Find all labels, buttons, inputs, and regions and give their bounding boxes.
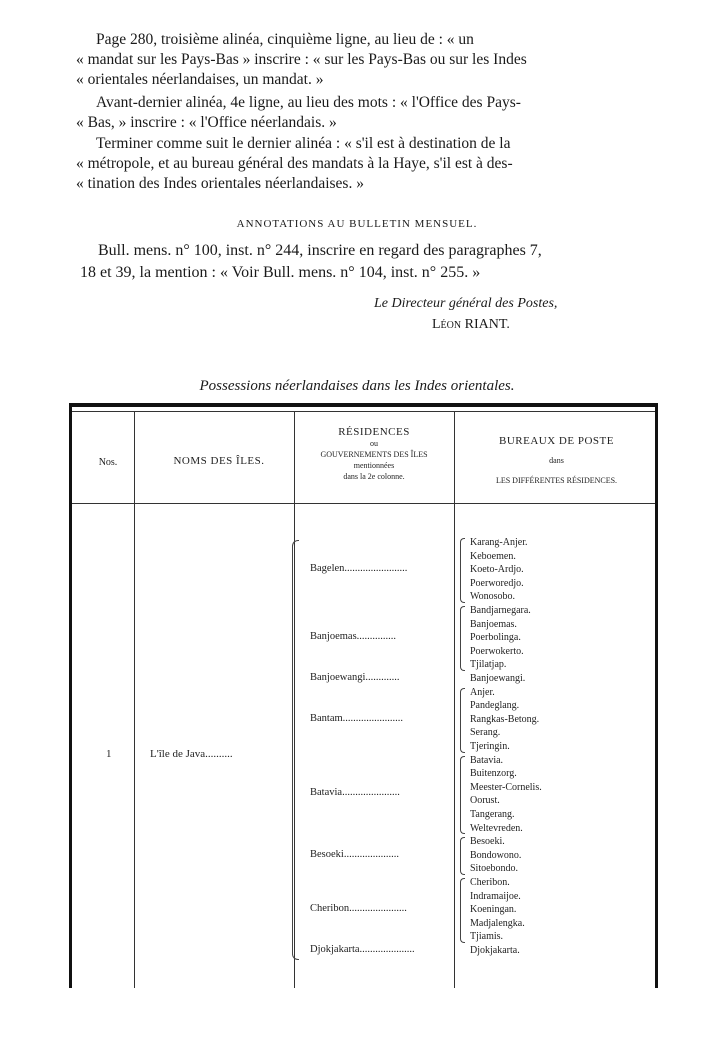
column-divider: [134, 411, 135, 988]
post-office-name: Tangerang.: [470, 809, 515, 820]
text-line: « tination des Indes orientales néerlandaises. »: [76, 175, 364, 192]
table-caption: Possessions néerlandaises dans les Indes orientales.: [199, 378, 515, 394]
office-brace: [460, 878, 465, 943]
post-office-name: Tjiamis.: [470, 931, 504, 943]
header-text: dans: [549, 456, 564, 465]
text-line: Bull. mens. n° 100, inst. n° 244, inscrire en regard des paragraphes 7,: [98, 242, 542, 259]
post-office-name: Karang-Anjer.: [470, 537, 528, 548]
possessions-table: [69, 403, 658, 988]
island-brace: [292, 540, 299, 960]
post-office-name: Poerwokerto.: [470, 645, 524, 657]
post-office-name: Batavia.: [470, 754, 504, 766]
post-office-name: Indramaijoe.: [470, 890, 521, 902]
post-office-name: Poerbolinga.: [470, 632, 521, 644]
row-number: 1: [106, 748, 112, 760]
office-brace: [460, 538, 465, 603]
header-text: dans la 2e colonne.: [343, 472, 405, 481]
post-office-name: Banjoemas.: [470, 618, 517, 630]
post-office-name: Serang.: [470, 727, 501, 739]
header-island-names: NOMS DES ÎLES.: [173, 455, 265, 467]
bulletin-annotation: [80, 240, 670, 284]
post-office-name: Wonosobo.: [470, 591, 516, 603]
erratum-paragraph-2: [76, 93, 668, 133]
header-residences: [294, 427, 454, 482]
post-office-name: Anjer.: [470, 686, 495, 698]
post-office-name: Djokjakarta.: [470, 945, 520, 956]
text-line: Page 280, troisième alinéa, cinquième ligne, au lieu de : « un: [96, 31, 474, 48]
residence-name: Cheribon......................: [310, 903, 407, 914]
text-line: « métropole, et au bureau général des mandats à la Haye, s'il est à des-: [76, 155, 513, 172]
island-name: L'île de Java..........: [150, 748, 233, 760]
column-divider: [454, 411, 455, 988]
post-office-name: Tjilatjap.: [470, 659, 507, 671]
annotations-heading: ANNOTATIONS AU BULLETIN MENSUEL.: [236, 218, 478, 230]
header-number: Nos.: [98, 457, 118, 468]
header-text: BUREAUX DE POSTE: [499, 435, 614, 447]
post-office-name: Poerworedjo.: [470, 577, 524, 589]
office-brace: [460, 606, 465, 671]
post-office-name: Besoeki.: [470, 836, 505, 848]
text-line: 18 et 39, la mention : « Voir Bull. mens. n° 104, inst. n° 255. »: [80, 264, 481, 281]
erratum-paragraph-1: [76, 30, 668, 90]
residence-name: Batavia......................: [310, 787, 400, 799]
header-text: GOUVERNEMENTS DES ÎLES: [320, 450, 428, 459]
erratum-paragraph-3: [76, 134, 668, 194]
post-office-name: Banjoewangi.: [470, 673, 526, 684]
post-office-name: Cheribon.: [470, 877, 510, 888]
text-line: « mandat sur les Pays-Bas » inscrire : « sur les Pays-Bas ou sur les Indes: [76, 51, 527, 68]
header-text: LES DIFFÉRENTES RÉSIDENCES.: [495, 476, 618, 485]
post-office-name: Meester-Cornelis.: [470, 781, 542, 793]
header-text: RÉSIDENCES: [338, 426, 410, 438]
residence-name: Banjoewangi.............: [310, 671, 400, 683]
post-office-name: Weltevreden.: [470, 822, 523, 834]
residence-name: Besoeki.....................: [310, 848, 399, 860]
signature-role: Le Directeur général des Postes,: [374, 296, 558, 311]
post-office-name: Bandjarnegara.: [470, 605, 531, 616]
residence-name: Bagelen........................: [310, 563, 408, 574]
post-office-name: Keboemen.: [470, 550, 516, 562]
post-office-name: Buitenzorg.: [470, 768, 517, 780]
header-text: mentionnées: [353, 461, 395, 470]
residence-name: Djokjakarta.....................: [310, 943, 415, 955]
text-line: « Bas, » inscrire : « l'Office néerlandais. »: [76, 114, 337, 131]
office-brace: [460, 756, 465, 835]
text-line: « orientales néerlandaises, un mandat. »: [76, 71, 324, 88]
post-office-name: Madjalengka.: [470, 917, 525, 929]
post-office-name: Sitoebondo.: [470, 863, 519, 875]
text-line: Avant-dernier alinéa, 4e ligne, au lieu des mots : « l'Office des Pays-: [96, 94, 521, 111]
post-office-name: Koeningan.: [470, 904, 517, 916]
post-office-name: Bondowono.: [470, 849, 522, 861]
post-office-name: Koeto-Ardjo.: [470, 564, 524, 576]
residence-name: Bantam.......................: [310, 712, 404, 724]
header-post-offices: [455, 431, 658, 491]
post-office-name: Rangkas-Betong.: [470, 713, 540, 725]
post-office-name: Tjeringin.: [470, 741, 510, 752]
office-brace: [460, 837, 465, 875]
table-inner-rule: [72, 411, 655, 412]
signature-name: Léon RIANT.: [432, 317, 510, 332]
office-brace: [460, 688, 465, 753]
residence-name: Banjoemas...............: [310, 631, 397, 642]
post-office-name: Oorust.: [470, 795, 500, 807]
post-office-name: Pandeglang.: [470, 700, 520, 712]
header-text: ou: [370, 439, 378, 448]
text-line: Terminer comme suit le dernier alinéa : « s'il est à destination de la: [96, 135, 511, 152]
header-rule: [72, 503, 655, 504]
